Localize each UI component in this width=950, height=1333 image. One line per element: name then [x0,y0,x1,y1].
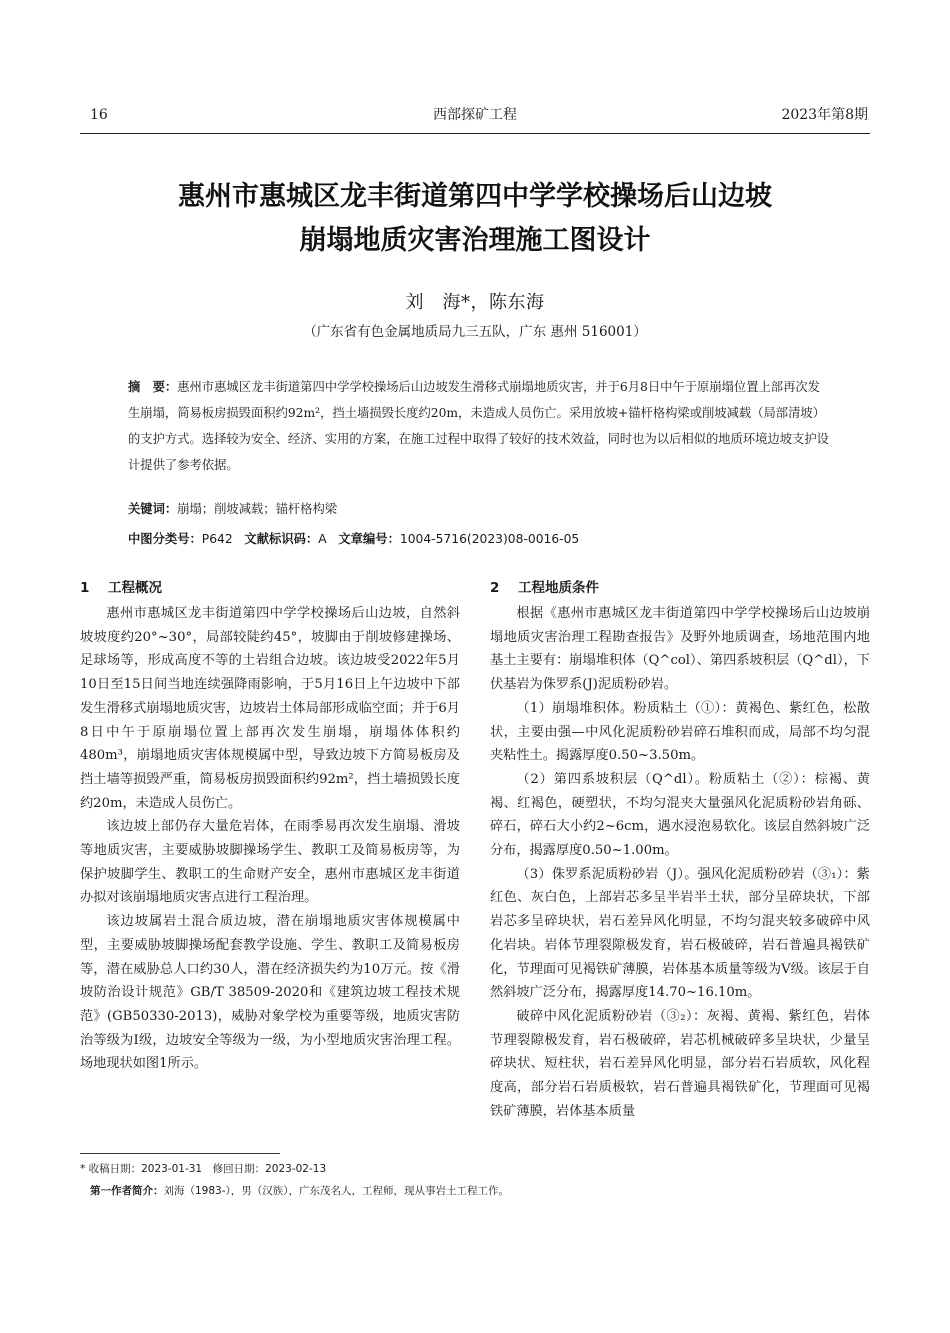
section-2-number: 2 [490,580,500,596]
section-1-number: 1 [80,580,90,596]
keywords-text: 崩塌；削坡减载；锚杆格构梁 [177,502,338,516]
footnote-author-label: 第一作者简介： [90,1185,164,1197]
keywords [128,498,832,520]
footnote-dates: * 收稿日期：2023-01-31 修回日期：2023-02-13 [80,1163,327,1175]
running-header [80,104,870,126]
title-line-2: 崩塌地质灾害治理施工图设计 [299,225,651,256]
keywords-label: 关键词： [128,502,178,516]
paragraph: 根据《惠州市惠城区龙丰街道第四中学学校操场后山边坡崩塌地质灾害治理工程勘查报告》及野外地质调查，场地范围内地基土主要有：崩塌堆积体（Q^col）、第四系坡积层（Q^dl），下伏基岩为侏罗系(J)泥质粉砂岩。 [490,606,870,693]
journal-name: 西部探矿工程 [433,107,517,123]
abstract-label: 摘 要： [128,380,178,394]
left-column [80,576,460,1076]
section-1-title: 工程概况 [108,580,162,596]
paragraph: 该边坡上部仍存大量危岩体，在雨季易再次发生崩塌、滑坡等地质灾害，主要威胁坡脚操场学生、教职工及简易板房等，为保护坡脚学生、教职工的生命财产安全，惠州市惠城区龙丰街道办拟对该崩塌地质灾害点进行工程治理。 [80,819,460,906]
page-number: 16 [90,107,108,123]
clc-value: P642 [201,532,233,546]
section-2-title: 工程地质条件 [518,580,599,596]
header-rule [80,133,870,134]
article-number-value: 1004-5716(2023)08-0016-05 [399,532,580,546]
section-1-heading [80,576,460,600]
article-number-label: 文章编号： [338,532,400,546]
issue-label: 2023年第8期 [781,107,868,123]
footnote-author-text: 刘海（1983-），男（汉族），广东茂名人，工程师，现从事岩土工程工作。 [163,1185,510,1197]
footnote-author [90,1182,880,1200]
clc-label: 中图分类号： [128,532,202,546]
abstract [128,374,832,478]
paper-title [80,175,870,263]
right-column [490,576,870,1123]
abstract-text: 惠州市惠城区龙丰街道第四中学学校操场后山边坡发生滑移式崩塌地质灾害，并于6月8日中午于原崩塌位置上部再次发生崩塌，简易板房损毁面积约92m²，挡土墙损毁长度约20m，未造成人员伤亡。采用放坡+锚杆格构梁或削坡减载（局部清坡）的支护方式。选择较为安全、经济、实用的方案，在施工过程中取得了较好的技术效益，同时也为以后相似的地质环境边坡支护设计提供了参考依据。 [128,380,829,472]
paragraph: 破碎中风化泥质粉砂岩（③₂）：灰褐、黄褐、紫红色，岩体节理裂隙极发育，岩石极破碎，岩芯机械破碎多呈块状，少量呈碎块状、短柱状，岩石差异风化明显，部分岩石岩质软，风化程度高，部分岩石岩质极软，岩石普遍具褐铁矿化，节理面可见褐铁矿薄膜，岩体基本质量 [490,1008,870,1119]
paragraph: 惠州市惠城区龙丰街道第四中学学校操场后山边坡，自然斜坡坡度约20°~30°，局部较陡约45°，坡脚由于削坡修建操场、足球场等，形成高度不等的土岩组合边坡。该边坡受2022年5月10日至15日间当地连续强降雨影响，于5月16日上午边坡中下部发生滑移式崩塌地质灾害，边坡岩土体局部形成临空面；并于6月8日中午于原崩塌位置上部再次发生崩塌，崩塌体体积约480m³，崩塌地质灾害体规模属中型，导致边坡下方简易板房及挡土墙等损毁严重，简易板房损毁面积约92m²，挡土墙损毁长度约20m，未造成人员伤亡。 [80,606,460,811]
paragraph: （3）侏罗系泥质粉砂岩（J）。强风化泥质粉砂岩（③₁）：紫红色、灰白色，上部岩芯多呈半岩半土状，部分呈碎块状，下部岩芯多呈碎块状，岩石差异风化明显，不均匀混夹较多破碎中风化岩块。岩体节理裂隙极发育，岩石极破碎，岩石普遍具褐铁矿化，节理面可见褐铁矿薄膜，岩体基本质量等级为Ⅴ级。该层于自然斜坡广泛分布，揭露厚度14.70~16.10m。 [490,866,870,1001]
author-list: 刘 海*，陈东海 [405,292,545,313]
footnote-rule [80,1153,280,1154]
section-2-heading [490,576,870,600]
paragraph: （2）第四系坡积层（Q^dl）。粉质粘土（②）：棕褐、黄褐、红褐色，硬塑状，不均匀混夹大量强风化泥质粉砂岩角砾、碎石，碎石大小约2~6cm，遇水浸泡易软化。该层自然斜坡广泛分布，揭露厚度0.50~1.00m。 [490,771,870,859]
paragraph: 该边坡属岩土混合质边坡，潜在崩塌地质灾害体规模属中型，主要威胁坡脚操场配套教学设施、学生、教职工及简易板房等，潜在威胁总人口约30人，潜在经济损失约为10万元。按《滑坡防治设计规范》GB/T 38509-2020和《建筑边坡工程技术规范》(GB50330-2013)，威胁对象学校为重要等级，地质灾害防治等级为Ⅰ级，边坡安全等级为一级，为小型地质灾害治理工程。场地现状如图1所示。 [80,914,460,1072]
paragraph: （1）崩塌堆积体。粉质粘土（①）：黄褐色、紫红色，松散状，主要由强—中风化泥质粉砂岩碎石堆积而成，局部不均匀混夹粘性土。揭露厚度0.50~3.50m。 [490,700,870,764]
affiliation: （广东省有色金属地质局九三五队，广东 惠州 516001） [303,324,647,340]
title-line-1: 惠州市惠城区龙丰街道第四中学学校操场后山边坡 [178,181,772,212]
doc-code-value: A [318,532,327,546]
classification-line [128,528,832,550]
doc-code-label: 文献标识码： [244,532,319,546]
